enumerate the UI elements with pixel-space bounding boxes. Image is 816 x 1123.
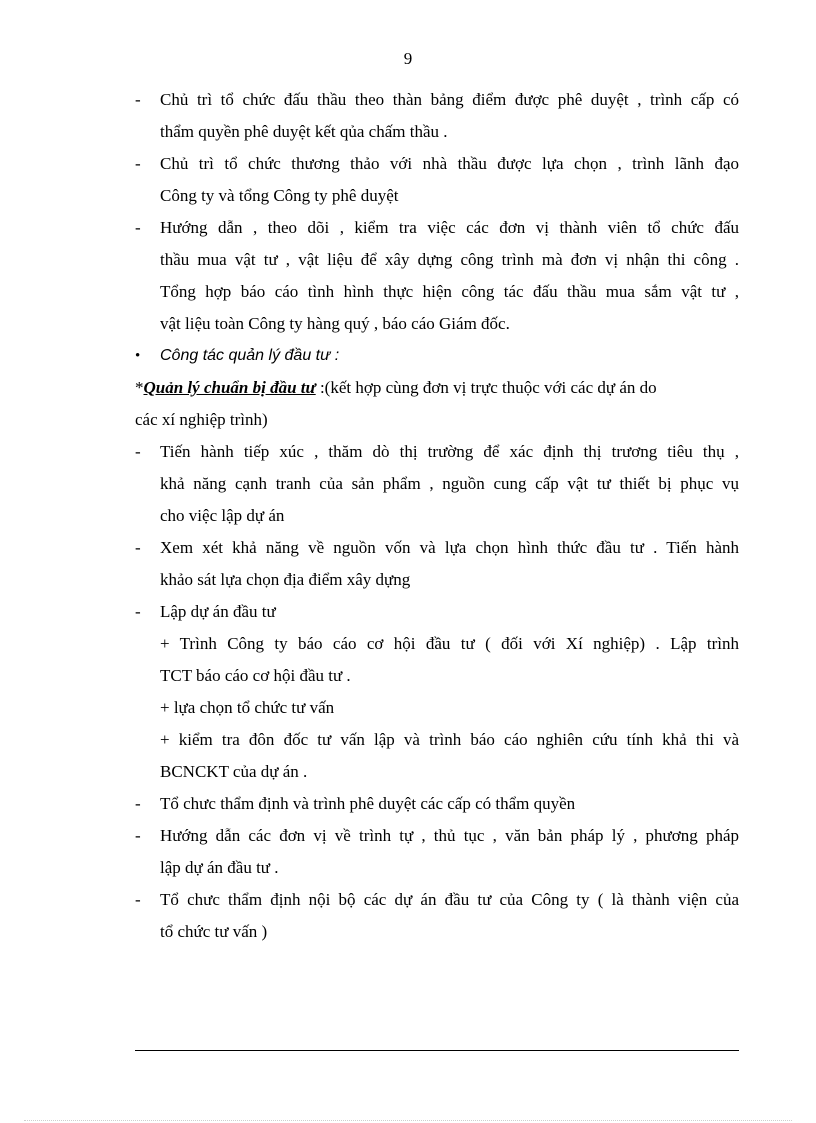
text-line [135,852,739,884]
text-line [135,404,739,436]
text-line [135,372,739,404]
line-text: Chủ trì tổ chức thương thảo với nhà thầu được lựa chọn , trình lãnh đạo [160,154,739,173]
line-text: Tổ chưc thẩm định và trình phê duyệt các cấp có thẩm quyền [160,794,576,813]
text-line [135,340,739,372]
dash-bullet: - [135,826,141,845]
text-line [135,276,739,308]
section-heading [135,372,657,404]
line-text: Hướng dẫn , theo dõi , kiểm tra việc các đơn vị thành viên tổ chức đấu [160,218,739,237]
line-text: vật liệu toàn Công ty hàng quý , báo cáo Giám đốc. [160,314,510,333]
line-text: cho việc lập dự án [160,506,285,525]
text-line [135,532,739,564]
line-text: khảo sát lựa chọn địa điểm xây dựng [160,570,411,589]
text-line [135,468,739,500]
line-text: + Trình Công ty báo cáo cơ hội đầu tư ( đối với Xí nghiệp) . Lập trình [160,634,739,653]
section-title: Công tác quản lý đầu tư : [160,347,340,364]
line-text: các xí nghiệp trình) [135,410,268,429]
line-text: + kiểm tra đôn đốc tư vấn lập và trình báo cáo nghiên cứu tính khả thi và [160,730,739,749]
line-text: Chủ trì tổ chức đấu thầu theo thàn bảng điểm được phê duyệt , trình cấp có [160,90,739,109]
line-text: TCT báo cáo cơ hội đầu tư . [160,666,351,685]
heading-suffix: :(kết hợp cùng đơn vị trực thuộc với các dự án do [315,378,657,397]
text-line [135,212,739,244]
text-line [135,692,739,724]
text-line [135,500,739,532]
line-text: Tổ chưc thẩm định nội bộ các dự án đầu tư của Công ty ( là thành viện của [160,890,739,909]
line-text: thẩm quyền phê duyệt kết qủa chấm thầu . [160,122,448,141]
text-line [135,596,739,628]
line-text: BCNCKT của dự án . [160,762,308,781]
line-text: lập dự án đầu tư . [160,858,279,877]
text-line [135,916,739,948]
line-text: + lựa chọn tổ chức tư vấn [160,698,335,717]
text-line [135,820,739,852]
page-number: 9 [403,49,413,68]
document-body [135,84,739,948]
text-line [135,788,739,820]
dash-bullet: - [135,90,141,109]
text-line [135,116,739,148]
text-line [135,564,739,596]
line-text: Công ty và tổng Công ty phê duyệt [160,186,399,205]
heading-prefix: * [135,378,144,397]
text-line [135,628,739,660]
dash-bullet: - [135,602,141,621]
line-text: Lập dự án đầu tư [160,602,276,621]
dash-bullet: - [135,794,141,813]
line-text: thầu mua vật tư , vật liệu để xây dựng công trình mà đơn vị nhận thi công . [160,250,739,269]
heading-emphasis: Quản lý chuẩn bị đầu tư [143,378,316,397]
text-line [135,436,739,468]
dash-bullet: - [135,218,141,237]
page-edge-divider [24,1120,792,1121]
text-line [135,84,739,116]
line-text: khả năng cạnh tranh của sản phẩm , nguồn cung cấp vật tư thiết bị phục vụ [160,474,739,493]
footer-rule [135,1050,739,1051]
line-text: tổ chức tư vấn ) [160,922,268,941]
dash-bullet: - [135,890,141,909]
dash-bullet: - [135,154,141,173]
text-line [135,660,739,692]
line-text: Tổng hợp báo cáo tình hình thực hiện công tác đấu thầu mua sắm vật tư , [160,282,739,301]
dash-bullet: - [135,538,141,557]
line-text: Tiến hành tiếp xúc , thăm dò thị trường để xác định thị trương tiêu thụ , [160,442,739,461]
text-line [135,308,739,340]
text-line [135,180,739,212]
text-line [135,884,739,916]
line-text: Xem xét khả năng về nguồn vốn và lựa chọn hình thức đầu tư . Tiến hành [160,538,739,557]
text-line [135,724,739,756]
text-line [135,244,739,276]
dash-bullet: - [135,442,141,461]
text-line [135,148,739,180]
text-line [135,756,739,788]
round-bullet: • [135,348,141,364]
line-text: Hướng dẫn các đơn vị về trình tự , thủ tục , văn bản pháp lý , phương pháp [160,826,739,845]
